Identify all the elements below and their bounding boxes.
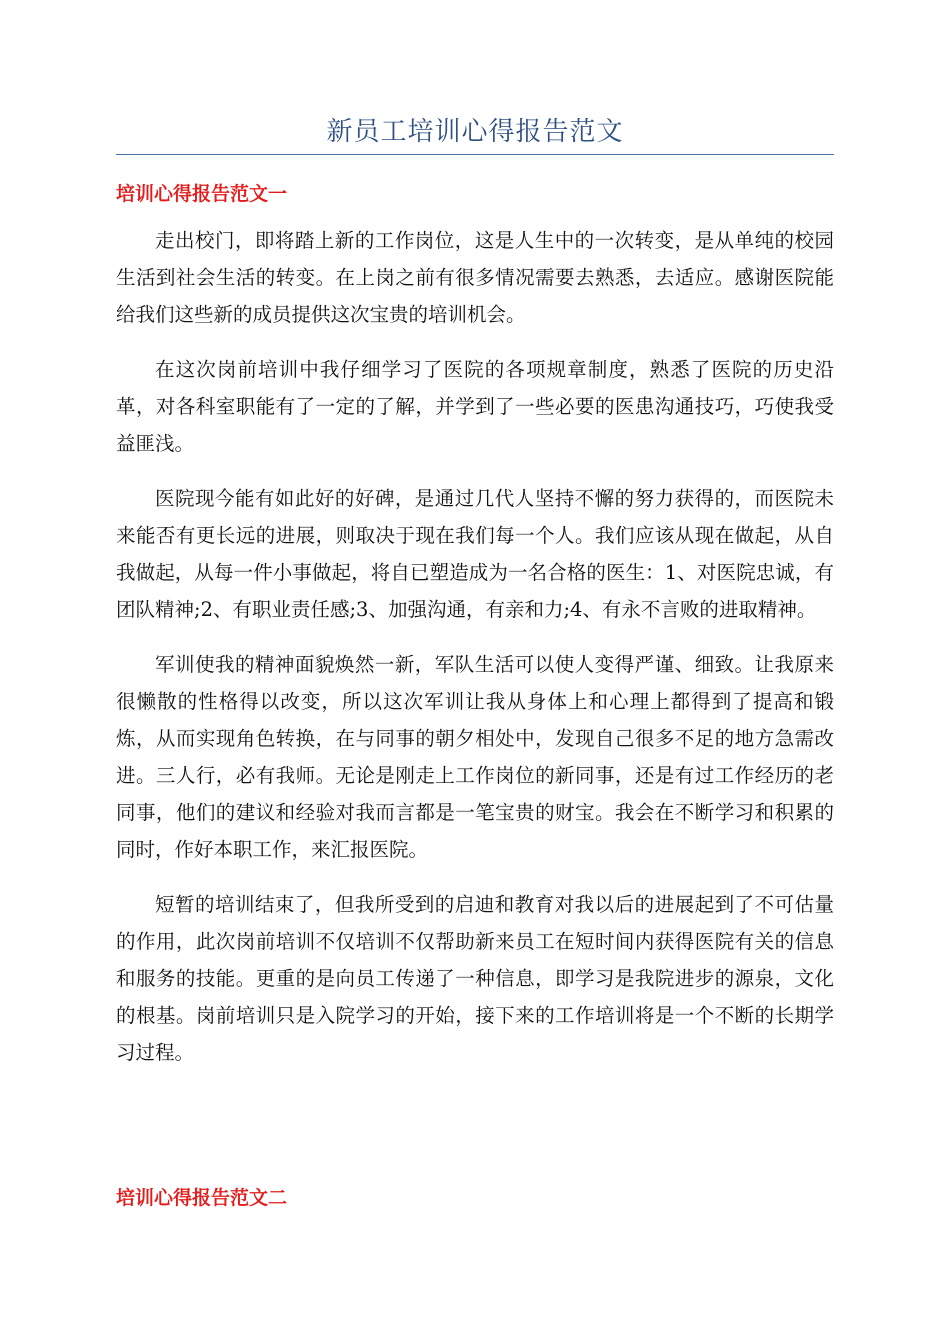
paragraph-4: 军训使我的精神面貌焕然一新，军队生活可以使人变得严谨、细致。让我原来很懒散的性格得以改变，所以这次军训让我从身体上和心理上都得到了提高和锻炼，从而实现角色转换，在与同事的朝夕相处中，发现自己很多不足的地方急需改进。三人行，必有我师。无论是刚走上工作岗位的新同事，还是有过工作经历的老同事，他们的建议和经验对我而言都是一笔宝贵的财宝。我会在不断学习和积累的同时，作好本职工作，来汇报医院。 <box>116 653 834 861</box>
paragraph-1: 走出校门，即将踏上新的工作岗位，这是人生中的一次转变，是从单纯的校园生活到社会生活的转变。在上岗之前有很多情况需要去熟悉，去适应。感谢医院能给我们这些新的成员提供这次宝贵的培训机会。 <box>116 229 834 326</box>
section-heading-1: 培训心得报告范文一 <box>116 183 288 205</box>
paragraph-5: 短暂的培训结束了，但我所受到的启迪和教育对我以后的进展起到了不可估量的作用，此次岗前培训不仅培训不仅帮助新来员工在短时间内获得医院有关的信息和服务的技能。更重的是向员工传递了一种信息，即学习是我院进步的源泉，文化的根基。岗前培训只是入院学习的开始，接下来的工作培训将是一个不断的长期学习过程。 <box>116 893 834 1064</box>
section-heading-2: 培训心得报告范文二 <box>116 1187 288 1209</box>
paragraph-3: 医院现今能有如此好的好碑，是通过几代人坚持不懈的努力获得的，而医院未来能否有更长远的进展，则取决于现在我们每一个人。我们应该从现在做起，从自我做起，从每一件小事做起，将自已塑造成为一名合格的医生：1、对医院忠诚，有团队精神;2、有职业责任感;3、加强沟通，有亲和力;4、有永不言败的进取精神。 <box>116 487 834 621</box>
section-1-body <box>116 222 834 1089</box>
title-underline <box>116 154 834 155</box>
paragraph-2: 在这次岗前培训中我仔细学习了医院的各项规章制度，熟悉了医院的历史沿革，对各科室职能有了一定的了解，并学到了一些必要的医患沟通技巧，巧使我受益匪浅。 <box>116 358 834 455</box>
document-title: 新员工培训心得报告范文 <box>326 117 624 147</box>
